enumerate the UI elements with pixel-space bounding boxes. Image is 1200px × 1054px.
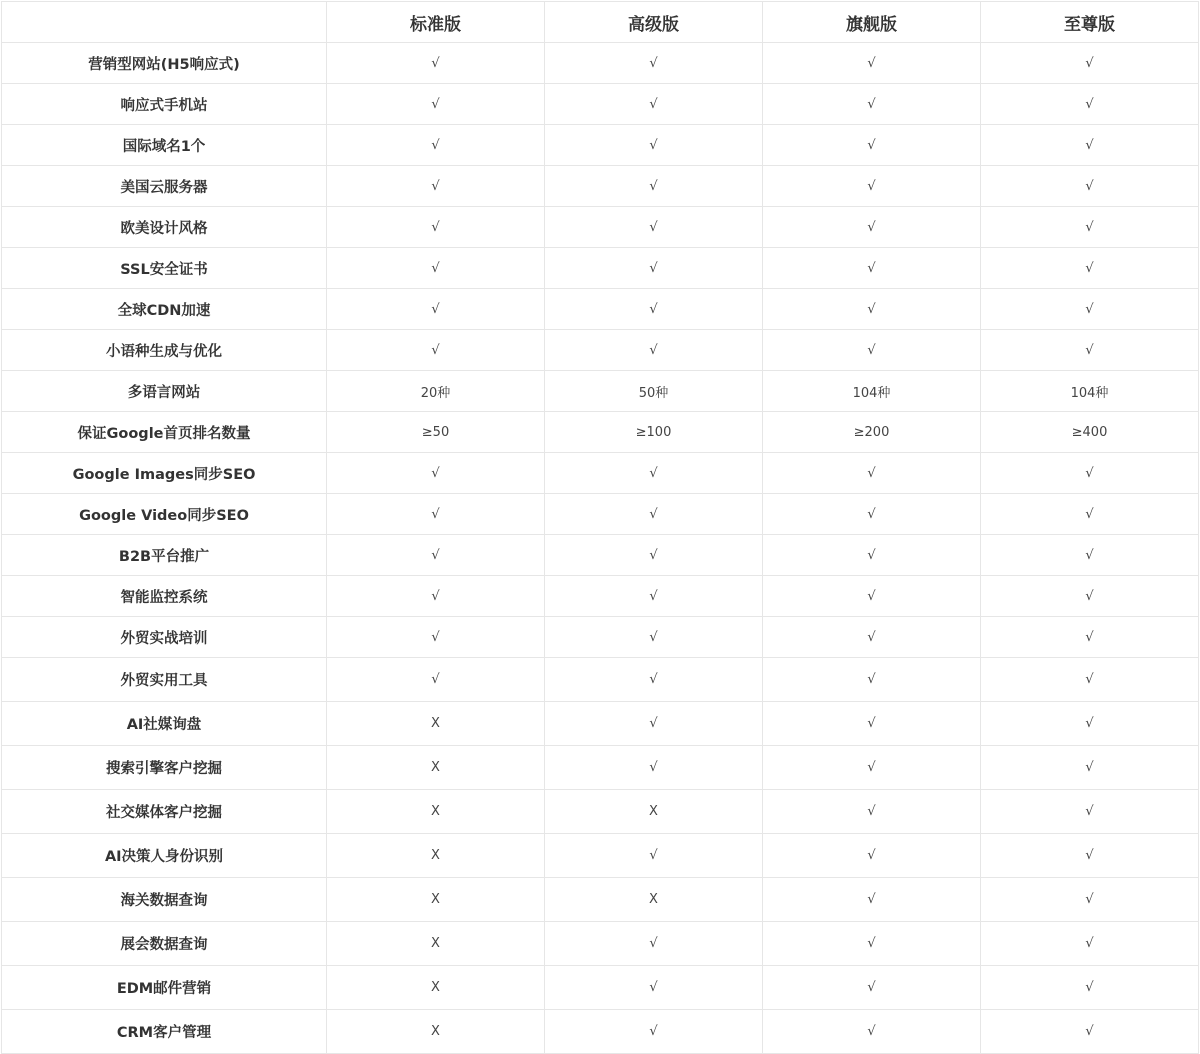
table-row [2,617,1199,658]
tier-standard-value-cell: X [327,1010,545,1054]
tier-advanced-value-cell: √ [545,330,763,371]
tier-standard-value-cell: X [327,878,545,922]
tier-premium-value-cell: √ [981,330,1199,371]
feature-name-cell: 保证Google首页排名数量 [2,412,327,453]
tier-flagship-value-cell: √ [763,166,981,207]
tier-advanced-value-cell: √ [545,289,763,330]
tier-premium-value-cell: √ [981,922,1199,966]
tier-standard-value-cell: √ [327,658,545,702]
table-row [2,330,1199,371]
tier-premium-value-cell: √ [981,494,1199,535]
tier-premium-header: 至尊版 [981,2,1199,43]
table-row [2,1010,1199,1054]
tier-premium-value-cell: √ [981,166,1199,207]
tier-flagship-value-cell: 104种 [763,371,981,412]
tier-standard-value-cell: √ [327,207,545,248]
tier-advanced-value-cell: √ [545,248,763,289]
tier-standard-value-cell: X [327,746,545,790]
tier-flagship-value-cell: √ [763,494,981,535]
tier-premium-value-cell: √ [981,790,1199,834]
tier-premium-value-cell: √ [981,746,1199,790]
table-row [2,576,1199,617]
feature-name-cell: AI决策人身份识别 [2,834,327,878]
tier-flagship-value-cell: √ [763,453,981,494]
tier-premium-value-cell: √ [981,878,1199,922]
table-row [2,790,1199,834]
tier-premium-value-cell: √ [981,248,1199,289]
tier-advanced-value-cell: 50种 [545,371,763,412]
feature-name-cell: Google Video同步SEO [2,494,327,535]
tier-standard-value-cell: X [327,834,545,878]
tier-premium-value-cell: √ [981,84,1199,125]
tier-standard-value-cell: 20种 [327,371,545,412]
tier-standard-value-cell: √ [327,617,545,658]
tier-advanced-value-cell: √ [545,576,763,617]
tier-premium-value-cell: √ [981,658,1199,702]
tier-flagship-value-cell: √ [763,746,981,790]
tier-advanced-value-cell: √ [545,125,763,166]
table-row [2,966,1199,1010]
table-row [2,878,1199,922]
tier-advanced-value-cell: √ [545,43,763,84]
tier-premium-value-cell: √ [981,289,1199,330]
tier-flagship-value-cell: √ [763,878,981,922]
feature-name-cell: 美国云服务器 [2,166,327,207]
tier-flagship-value-cell: √ [763,43,981,84]
tier-advanced-value-cell: √ [545,702,763,746]
tier-standard-value-cell: √ [327,43,545,84]
tier-premium-value-cell: √ [981,702,1199,746]
tier-premium-value-cell: √ [981,453,1199,494]
tier-standard-value-cell: X [327,966,545,1010]
tier-premium-value-cell: √ [981,966,1199,1010]
feature-name-cell: AI社媒询盘 [2,702,327,746]
tier-standard-value-cell: X [327,702,545,746]
tier-advanced-value-cell: X [545,878,763,922]
feature-name-cell: B2B平台推广 [2,535,327,576]
tier-flagship-value-cell: √ [763,658,981,702]
tier-standard-value-cell: √ [327,494,545,535]
tier-advanced-value-cell: √ [545,966,763,1010]
table-row [2,248,1199,289]
tier-premium-value-cell: √ [981,535,1199,576]
tier-premium-value-cell: √ [981,125,1199,166]
tier-premium-value-cell: √ [981,207,1199,248]
tier-flagship-value-cell: √ [763,289,981,330]
table-row [2,166,1199,207]
tier-standard-value-cell: X [327,922,545,966]
feature-name-cell: 全球CDN加速 [2,289,327,330]
table-row [2,43,1199,84]
table-row [2,125,1199,166]
table-row [2,702,1199,746]
tier-flagship-value-cell: √ [763,207,981,248]
feature-name-cell: 海关数据查询 [2,878,327,922]
tier-standard-value-cell: √ [327,84,545,125]
header-row [2,2,1199,43]
feature-name-cell: 国际域名1个 [2,125,327,166]
tier-standard-value-cell: √ [327,166,545,207]
table-row [2,922,1199,966]
tier-standard-value-cell: √ [327,453,545,494]
table-row [2,412,1199,453]
tier-flagship-value-cell: √ [763,576,981,617]
tier-standard-value-cell: √ [327,125,545,166]
tier-advanced-value-cell: √ [545,535,763,576]
tier-advanced-value-cell: √ [545,617,763,658]
tier-advanced-value-cell: √ [545,207,763,248]
feature-name-cell: 搜索引擎客户挖掘 [2,746,327,790]
tier-standard-value-cell: √ [327,289,545,330]
feature-name-cell: 智能监控系统 [2,576,327,617]
table-row [2,371,1199,412]
tier-advanced-value-cell: √ [545,84,763,125]
tier-premium-value-cell: 104种 [981,371,1199,412]
tier-standard-value-cell: √ [327,330,545,371]
tier-advanced-value-cell: √ [545,166,763,207]
table-row [2,834,1199,878]
tier-advanced-value-cell: X [545,790,763,834]
tier-premium-value-cell: √ [981,1010,1199,1054]
tier-flagship-value-cell: √ [763,834,981,878]
tier-premium-value-cell: √ [981,834,1199,878]
tier-standard-value-cell: √ [327,576,545,617]
tier-standard-value-cell: √ [327,248,545,289]
tier-flagship-header: 旗舰版 [763,2,981,43]
feature-name-cell: Google Images同步SEO [2,453,327,494]
tier-standard-header: 标准版 [327,2,545,43]
tier-premium-value-cell: ≥400 [981,412,1199,453]
table-row [2,535,1199,576]
feature-name-cell: 小语种生成与优化 [2,330,327,371]
tier-premium-value-cell: √ [981,43,1199,84]
feature-name-cell: SSL安全证书 [2,248,327,289]
tier-flagship-value-cell: √ [763,702,981,746]
table-row [2,746,1199,790]
table-body [2,43,1199,1054]
feature-name-cell: EDM邮件营销 [2,966,327,1010]
feature-name-cell: 外贸实战培训 [2,617,327,658]
tier-advanced-value-cell: √ [545,453,763,494]
tier-flagship-value-cell: √ [763,84,981,125]
feature-name-cell: 社交媒体客户挖掘 [2,790,327,834]
tier-flagship-value-cell: √ [763,330,981,371]
tier-flagship-value-cell: √ [763,125,981,166]
tier-advanced-header: 高级版 [545,2,763,43]
table-row [2,494,1199,535]
header-corner-cell [2,2,327,43]
tier-advanced-value-cell: √ [545,922,763,966]
feature-name-cell: 营销型网站(H5响应式) [2,43,327,84]
tier-standard-value-cell: ≥50 [327,412,545,453]
feature-name-cell: 外贸实用工具 [2,658,327,702]
tier-flagship-value-cell: √ [763,790,981,834]
tier-flagship-value-cell: √ [763,922,981,966]
tier-flagship-value-cell: √ [763,1010,981,1054]
table-row [2,658,1199,702]
tier-advanced-value-cell: √ [545,494,763,535]
feature-name-cell: 欧美设计风格 [2,207,327,248]
table-row [2,84,1199,125]
tier-premium-value-cell: √ [981,617,1199,658]
feature-comparison-table [1,1,1199,1054]
feature-name-cell: 响应式手机站 [2,84,327,125]
tier-flagship-value-cell: ≥200 [763,412,981,453]
tier-advanced-value-cell: √ [545,1010,763,1054]
tier-premium-value-cell: √ [981,576,1199,617]
tier-advanced-value-cell: √ [545,746,763,790]
table-row [2,207,1199,248]
tier-standard-value-cell: X [327,790,545,834]
table-row [2,289,1199,330]
table-row [2,453,1199,494]
tier-flagship-value-cell: √ [763,617,981,658]
tier-advanced-value-cell: √ [545,834,763,878]
feature-name-cell: 多语言网站 [2,371,327,412]
feature-name-cell: CRM客户管理 [2,1010,327,1054]
tier-advanced-value-cell: ≥100 [545,412,763,453]
tier-flagship-value-cell: √ [763,966,981,1010]
feature-name-cell: 展会数据查询 [2,922,327,966]
tier-flagship-value-cell: √ [763,535,981,576]
tier-flagship-value-cell: √ [763,248,981,289]
tier-standard-value-cell: √ [327,535,545,576]
tier-advanced-value-cell: √ [545,658,763,702]
